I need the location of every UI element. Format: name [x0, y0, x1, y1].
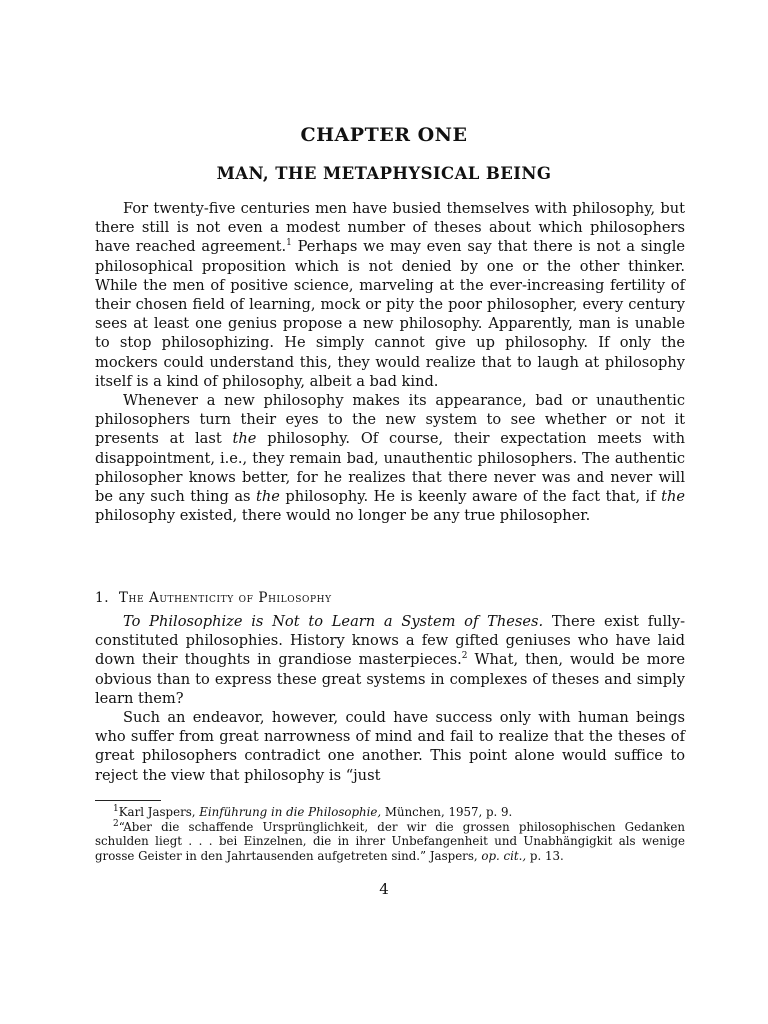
footnote-ref-1: 1: [286, 238, 292, 249]
paragraph-4: Such an endeavor, however, could have success only with human beings who suffer from great narrowness of mind and fail to realize that the theses of great philosophers contradict one another. This point alone would suffice to reject the view that philosophy is “just: [95, 709, 685, 784]
chapter-subtitle: MAN, THE METAPHYSICAL BEING: [216, 164, 552, 183]
body-paragraphs-2: [95, 612, 685, 785]
paragraph-3: To Philosophize is Not to Learn a System of Theses. There exist fully-constituted philosophies. History knows a few gifted geniuses who have laid down their thoughts in grandiose masterpieces.$^2$ What, then, would be more obvious than to express these great systems in complexes of theses and simply learn them?: [95, 613, 686, 707]
footnote-2: $^2$“Aber die schaffende Ursprünglichkeit, der wir die grossen philosophischen Gedanken schulden liegt . . . bei Einzelnen, die in ihrer Unbefangenheit und Unabhängigkit als wenige grosse Geister in den Jahrtausenden aufgetreten sind.” Jaspers, op. cit., p. 13.: [95, 818, 685, 863]
footnote-1: $^1$Karl Jaspers, Einführung in die Philosophie, München, 1957, p. 9.: [113, 804, 513, 819]
paragraph-heading: To Philosophize is Not to Learn a System of Theses.: [123, 613, 544, 630]
body-paragraphs-1: [95, 199, 685, 525]
paragraph-1: For twenty-five centuries men have busied themselves with philosophy, but there still is not even a modest number of theses about which philosophers have reached agreement.$^1$ Perhaps we may even say that there is not a single philosophical proposition which is not denied by one or the other thinker. While the men of positive science, marveling at the ever-increasing fertility of their chosen field of learning, mock or pity the poor philosopher, every century sees at least one genius propose a new philosophy. Apparently, man is unable to stop philosophizing. He simply cannot give up philosophy. If only the mockers could understand this, they would realize that to laugh at philosophy itself is a kind of philosophy, albeit a bad kind.: [95, 200, 685, 390]
footnote-divider: [95, 800, 161, 801]
footnotes: [95, 805, 685, 863]
chapter-title: CHAPTER ONE: [300, 124, 468, 146]
paragraph-2: Whenever a new philosophy makes its appearance, bad or unauthentic philosophers turn their eyes to the new system to see whether or not it presents at last the philosophy. Of course, their expectation meets with disappointment, i.e., they remain bad, unauthentic philosophers. The authentic philosopher knows better, for he realizes that there never was and never will be any such thing as the philosophy. He is keenly aware of the fact that, if the philosophy existed, there would no longer be any true philosopher.: [95, 392, 686, 525]
section-heading: 1. The Authenticity of Philosophy: [95, 590, 332, 606]
page-number: 4: [379, 880, 389, 898]
footnote-ref-2: 2: [461, 651, 468, 662]
